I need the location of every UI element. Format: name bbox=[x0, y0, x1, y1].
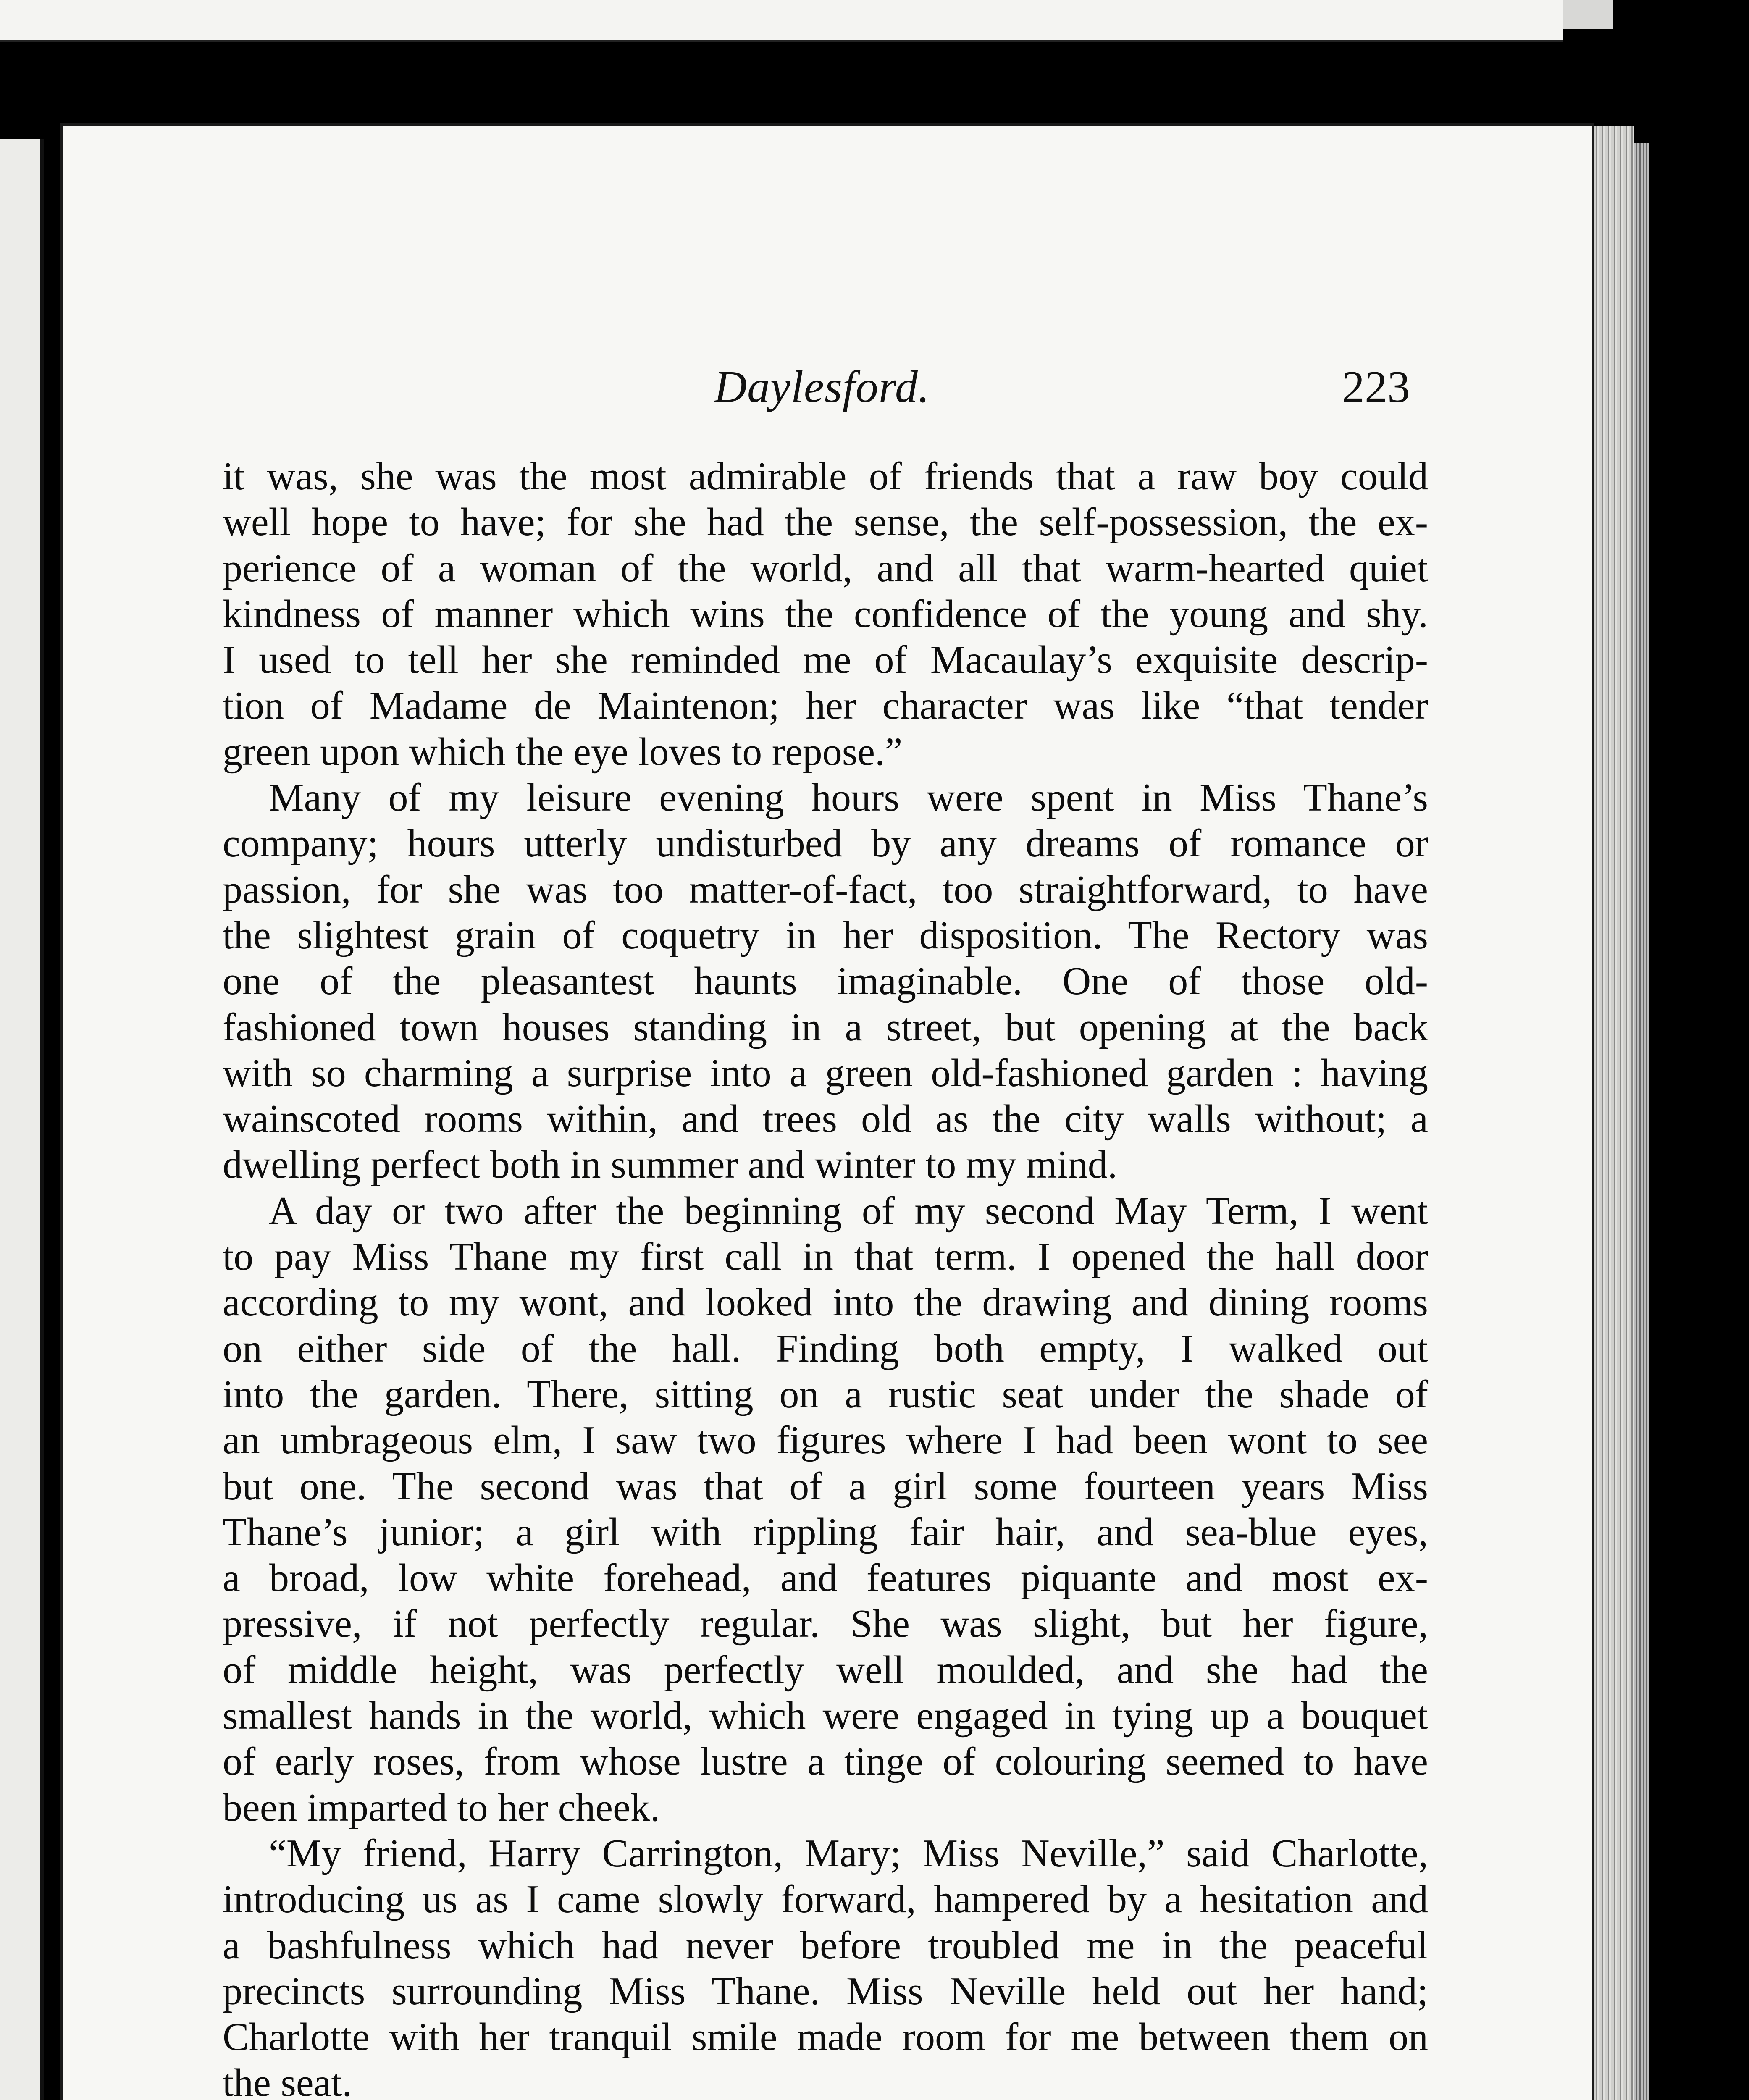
text-line: A day or two after the beginning of my second May Term, I went bbox=[269, 1189, 1428, 1233]
text-line: according to my wont, and looked into the drawing and dining rooms bbox=[223, 1281, 1428, 1325]
text-line: wainscoted rooms within, and trees old as the city walls without; a bbox=[223, 1097, 1428, 1141]
text-line: into the garden. There, sitting on a rustic seat under the shade of bbox=[223, 1372, 1428, 1416]
previous-page-edge bbox=[0, 0, 1563, 42]
running-head: Daylesford. bbox=[714, 362, 930, 412]
text-line: company; hours utterly undisturbed by any dreams of romance or bbox=[223, 822, 1428, 866]
text-line: introducing us as I came slowly forward, hampered by a hesitation and bbox=[223, 1877, 1428, 1922]
body-text bbox=[223, 454, 1428, 2100]
text-line: of middle height, was perfectly well moulded, and she had the bbox=[223, 1648, 1428, 1692]
text-line: I used to tell her she reminded me of Macaulay’s exquisite descrip- bbox=[223, 638, 1428, 682]
text-line: Charlotte with her tranquil smile made room for me between them on bbox=[223, 2015, 1428, 2059]
text-line: perience of a woman of the world, and all that warm-hearted quiet bbox=[223, 546, 1428, 590]
text-line: Thane’s junior; a girl with rippling fair hair, and sea-blue eyes, bbox=[223, 1510, 1428, 1554]
text-line: “My friend, Harry Carrington, Mary; Miss Neville,” said Charlotte, bbox=[269, 1831, 1428, 1875]
text-line: smallest hands in the world, which were engaged in tying up a bouquet bbox=[223, 1694, 1428, 1738]
page-header bbox=[63, 361, 1592, 420]
text-line: dwelling perfect both in summer and winter to my mind. bbox=[223, 1143, 1118, 1187]
text-line: a bashfulness which had never before troubled me in the peaceful bbox=[223, 1923, 1428, 1967]
text-line: pressive, if not perfectly regular. She was slight, but her figure, bbox=[223, 1602, 1428, 1646]
text-line: it was, she was the most admirable of friends that a raw boy could bbox=[223, 454, 1428, 498]
text-line: been imparted to her cheek. bbox=[223, 1785, 660, 1830]
book-page bbox=[63, 126, 1592, 2100]
text-line: Many of my leisure evening hours were spent in Miss Thane’s bbox=[269, 776, 1428, 820]
text-line: of early roses, from whose lustre a tinge of colouring seemed to have bbox=[223, 1740, 1428, 1784]
facing-page-sliver bbox=[0, 139, 44, 2100]
text-line: a broad, low white forehead, and features piquante and most ex- bbox=[223, 1556, 1428, 1600]
page-stack-outer-edge bbox=[1634, 143, 1649, 2100]
text-line: kindness of manner which wins the confidence of the young and shy. bbox=[223, 592, 1428, 636]
text-line: on either side of the hall. Finding both empty, I walked out bbox=[223, 1326, 1428, 1370]
text-line: tion of Madame de Maintenon; her character was like “that tender bbox=[223, 684, 1428, 728]
text-line: precincts surrounding Miss Thane. Miss Neville held out her hand; bbox=[223, 1969, 1428, 2013]
previous-page-corner bbox=[1563, 0, 1613, 29]
text-line: green upon which the eye loves to repose.” bbox=[223, 730, 903, 774]
page-stack-edge bbox=[1588, 126, 1634, 2100]
text-line: one of the pleasantest haunts imaginable. One of those old- bbox=[223, 959, 1428, 1003]
text-line: fashioned town houses standing in a street, but opening at the back bbox=[223, 1005, 1428, 1049]
text-line: an umbrageous elm, I saw two figures where I had been wont to see bbox=[223, 1418, 1428, 1462]
page-number: 223 bbox=[1342, 362, 1410, 412]
text-line: the slightest grain of coquetry in her disposition. The Rectory was bbox=[223, 913, 1428, 957]
text-line: well hope to have; for she had the sense, the self-possession, the ex- bbox=[223, 500, 1428, 544]
text-line: passion, for she was too matter-of-fact, too straightforward, to have bbox=[223, 867, 1428, 911]
text-line: the seat. bbox=[223, 2061, 352, 2100]
text-line: to pay Miss Thane my first call in that term. I opened the hall door bbox=[223, 1235, 1428, 1279]
text-line: but one. The second was that of a girl some fourteen years Miss bbox=[223, 1464, 1428, 1508]
text-line: with so charming a surprise into a green old-fashioned garden : having bbox=[223, 1051, 1428, 1095]
